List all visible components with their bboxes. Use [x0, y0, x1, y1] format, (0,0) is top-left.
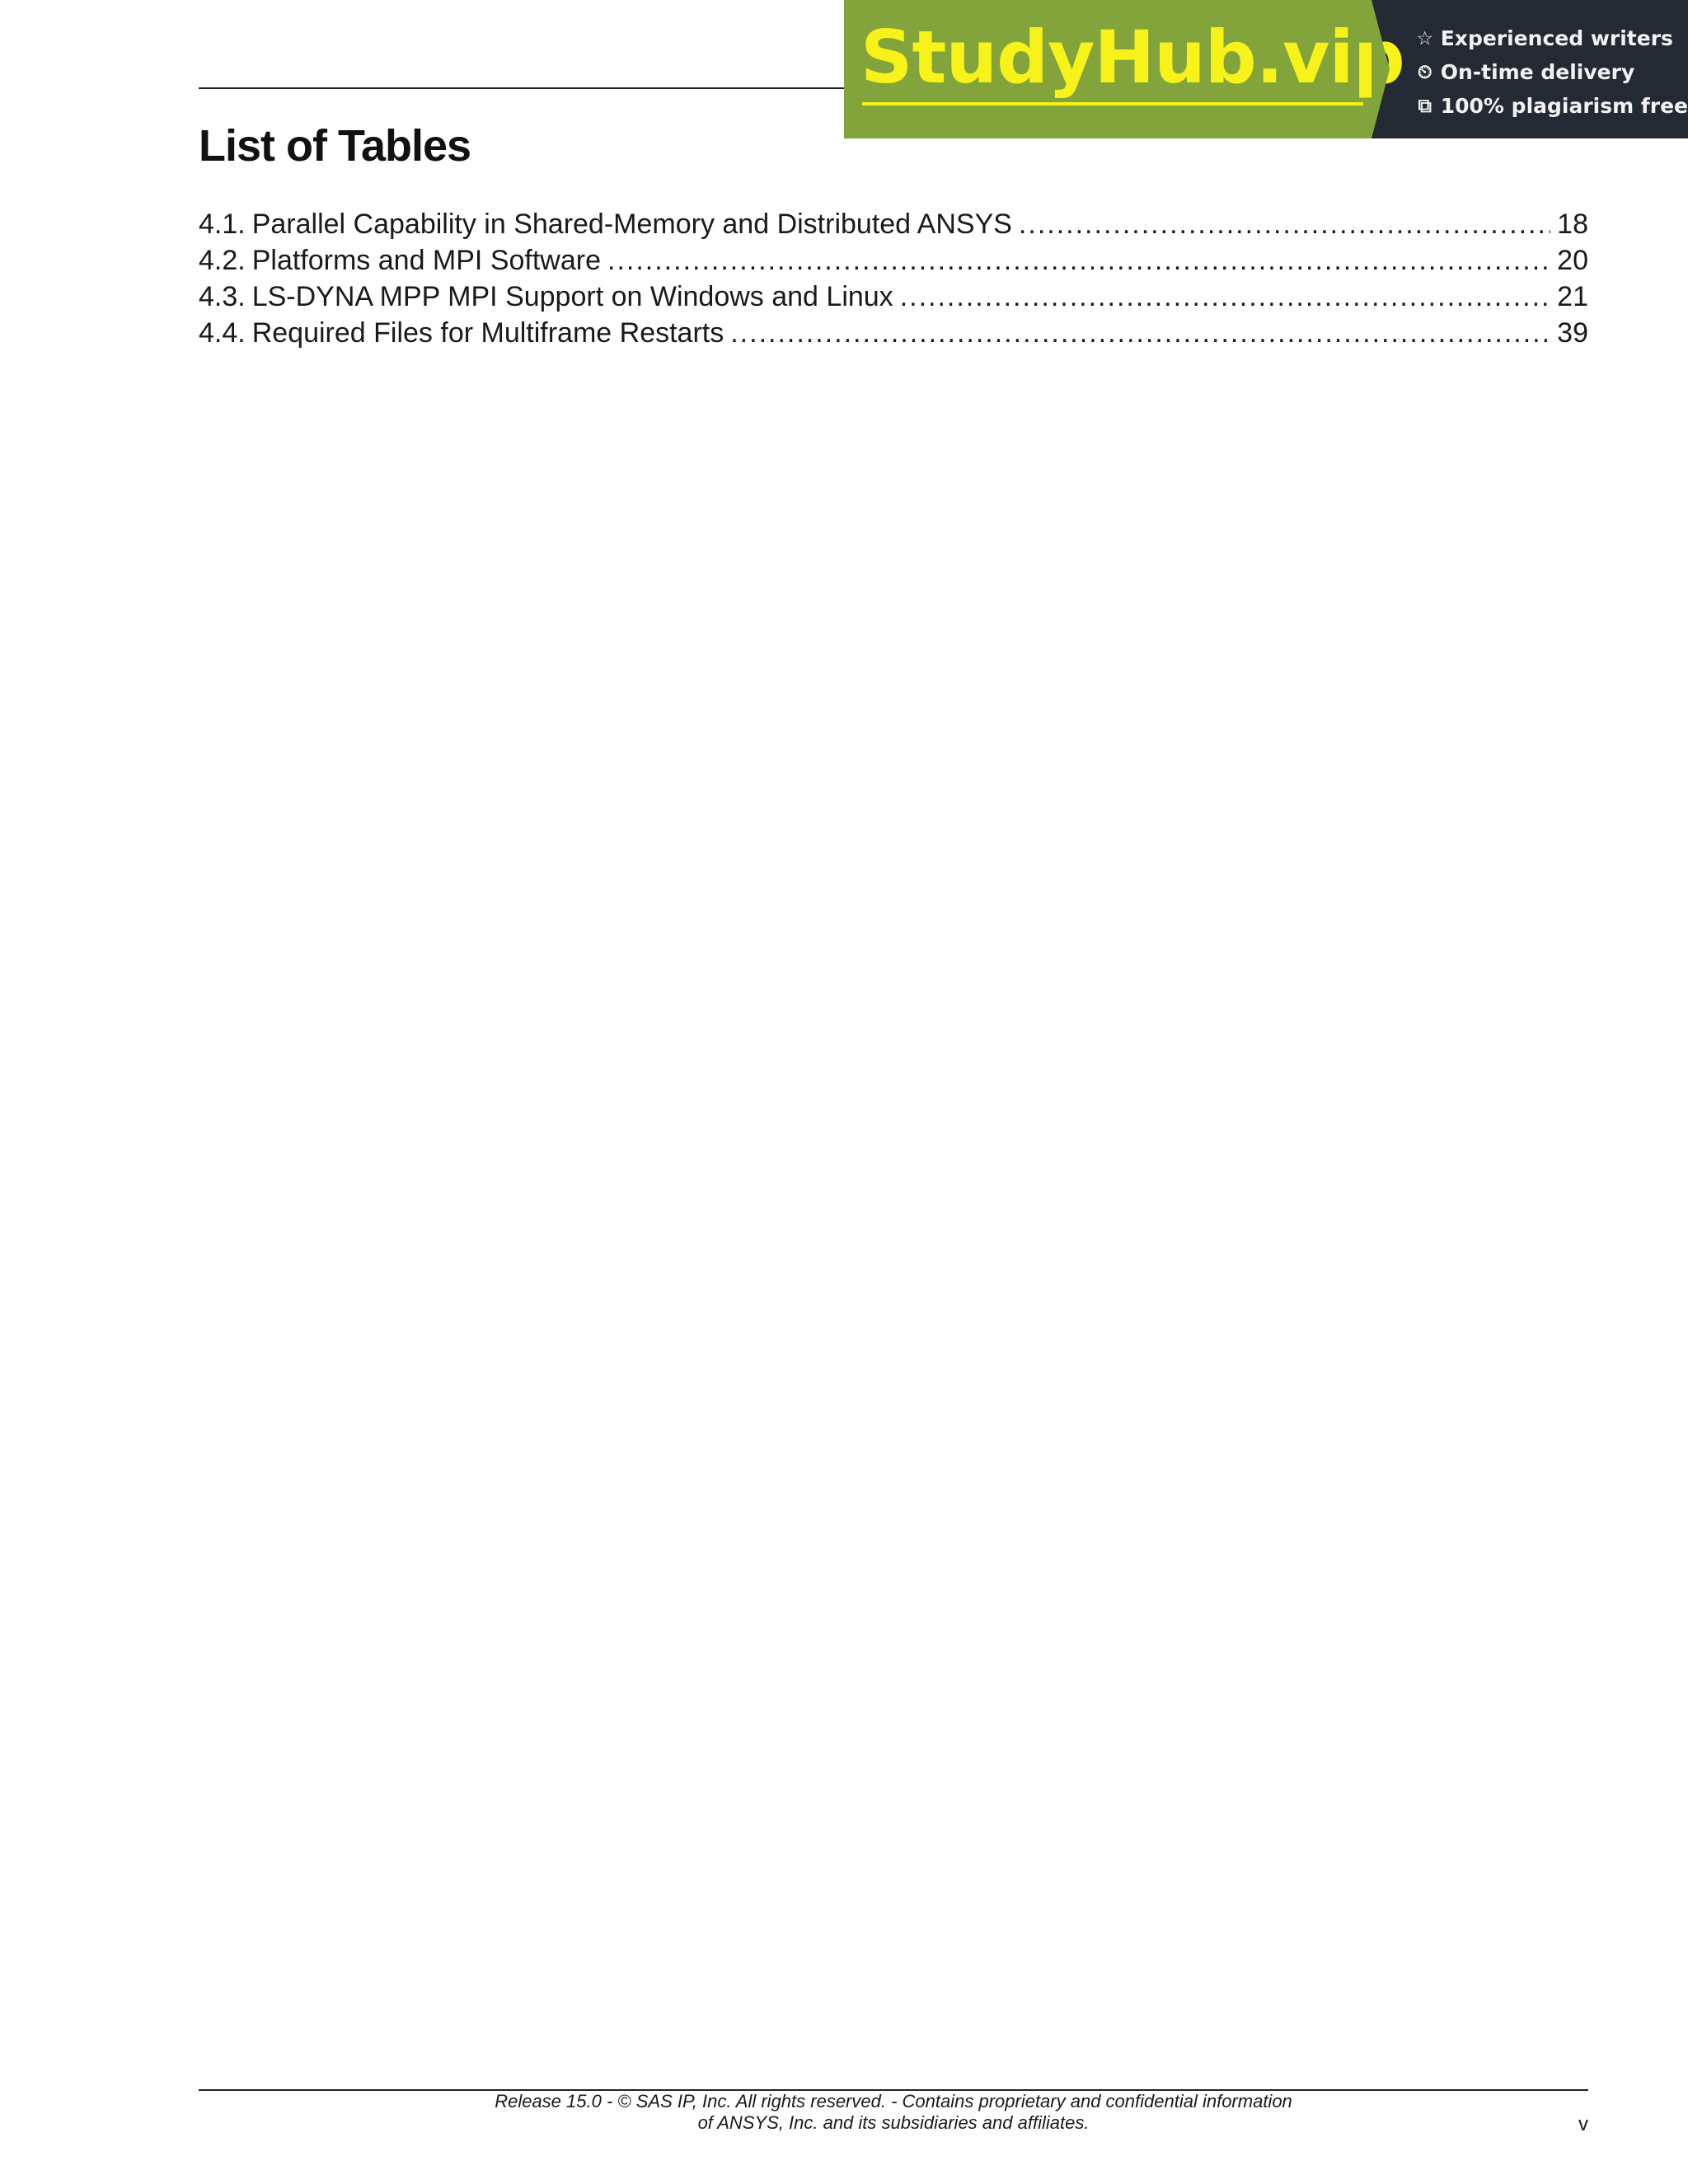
toc-entry-title[interactable]: Parallel Capability in Shared-Memory and Distributed ANSYS [251, 209, 1012, 240]
dot-leader [607, 242, 1550, 279]
toc-entry-page[interactable]: 39 [1557, 317, 1588, 349]
feature-on-time-delivery [1414, 55, 1688, 89]
footer-copyright [199, 2091, 1588, 2134]
banner-features [1372, 0, 1688, 138]
feature-label: Experienced writers [1440, 26, 1673, 50]
toc-entry[interactable] [199, 279, 1588, 315]
studyhub-banner[interactable] [844, 0, 1688, 138]
page-title: List of Tables [199, 121, 471, 171]
toc-entry-page[interactable]: 18 [1557, 209, 1588, 240]
toc-entry[interactable] [199, 242, 1588, 279]
dot-leader [900, 279, 1550, 315]
banner-logo-panel[interactable] [844, 0, 1404, 138]
page-number: v [1578, 2113, 1588, 2135]
banner-arrow [1372, 0, 1390, 138]
toc-entry-title[interactable]: LS-DYNA MPP MPI Support on Windows and Linux [251, 281, 893, 312]
toc-entry-number: 4.4. [199, 317, 246, 349]
toc-entry-number: 4.2. [199, 245, 246, 276]
toc-entry[interactable] [199, 206, 1588, 242]
toc-entry-title[interactable]: Required Files for Multiframe Restarts [251, 317, 724, 349]
toc-entry-page[interactable]: 21 [1557, 281, 1588, 312]
toc-entry-page[interactable]: 20 [1557, 245, 1588, 276]
footer-line: Release 15.0 - © SAS IP, Inc. All rights reserved. - Contains proprietary and confidential information [495, 2091, 1292, 2111]
feature-label: 100% plagiarism free [1440, 94, 1688, 118]
feature-plagiarism-free [1414, 89, 1688, 123]
feature-experienced-writers [1414, 21, 1688, 55]
copy-icon: ⧉ [1418, 95, 1432, 117]
dot-leader [730, 315, 1550, 351]
toc-entry-number: 4.1. [199, 209, 246, 240]
table-of-tables [199, 206, 1588, 351]
clock-icon: ⏲ [1417, 61, 1432, 83]
toc-entry-number: 4.3. [199, 281, 246, 312]
toc-entry[interactable] [199, 315, 1588, 351]
toc-entry-title[interactable]: Platforms and MPI Software [251, 245, 601, 276]
dot-leader [1019, 206, 1550, 242]
studyhub-logo[interactable]: StudyHub.vip [860, 15, 1404, 100]
footer-line: of ANSYS, Inc. and its subsidiaries and affiliates. [697, 2112, 1090, 2133]
feature-label: On-time delivery [1440, 60, 1635, 84]
logo-underline [862, 102, 1363, 105]
star-icon: ☆ [1416, 27, 1434, 49]
